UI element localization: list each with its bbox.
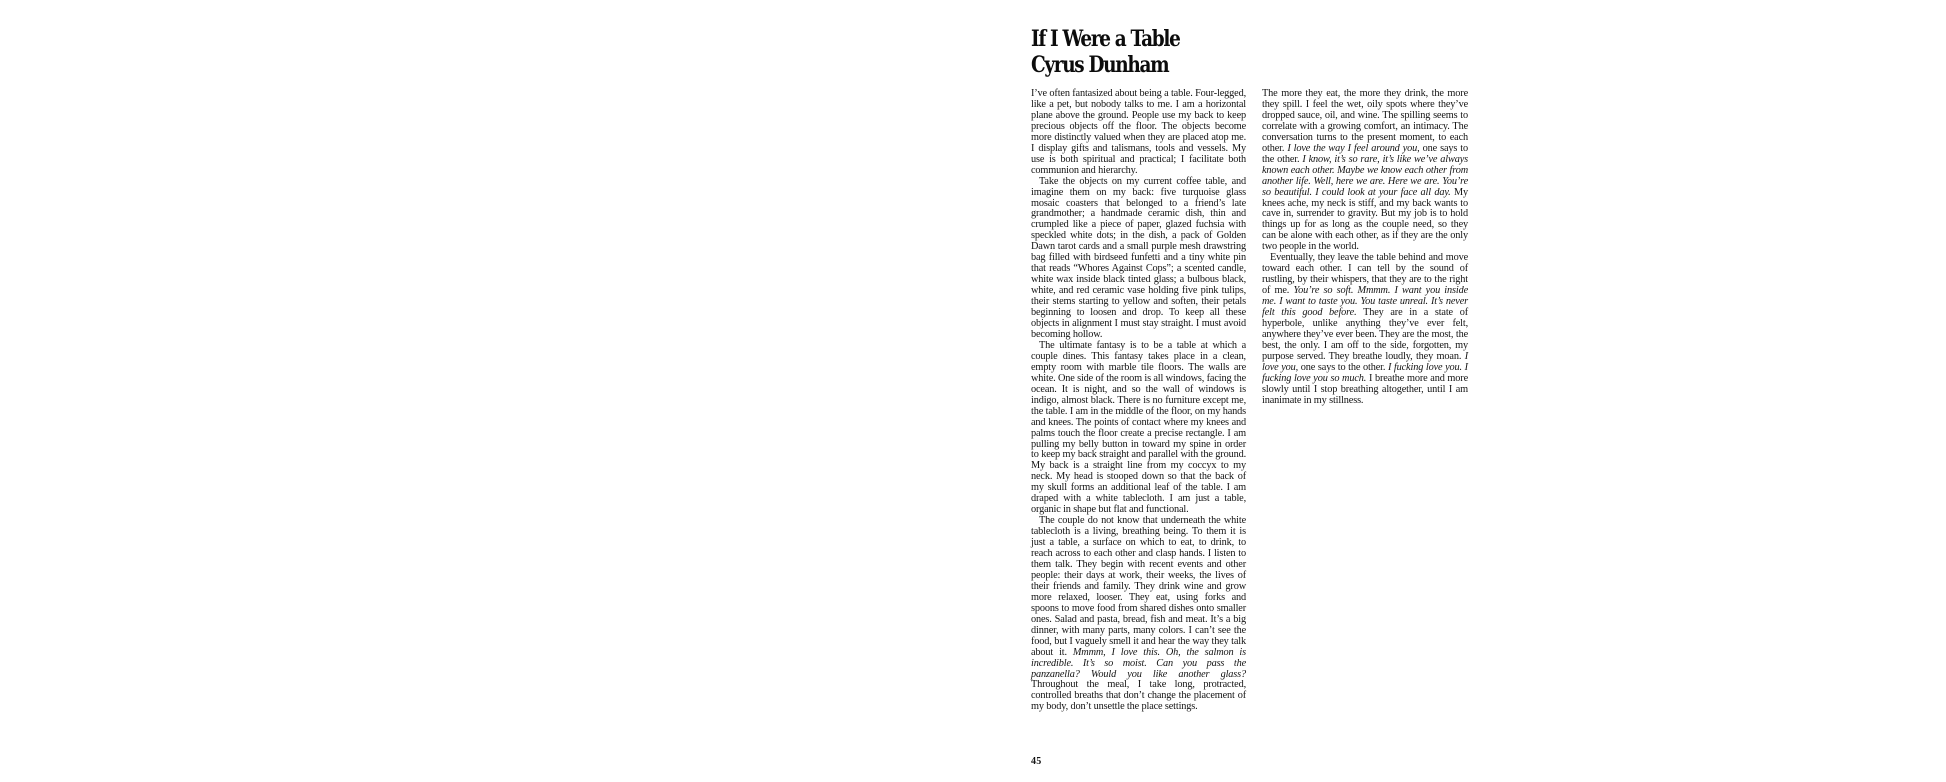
- paragraph: The ultimate fantasy is to be a table at which a couple dines. This fantasy takes place in a clean, empty room with marble tile floors. The walls are white. One side of the room is all windows, facing the ocean. It is night, and so the wall of windows is indigo, almost black. There is no furniture except me, the table. I am in the middle of the floor, on my hands and knees. The points of contact where my knees and palms touch the floor create a precise rectangle. I am pulling my belly button in toward my spine in order to keep my back straight and parallel with the ground. My back is a straight line from my coccyx to my neck. My head is stooped down so that the back of my skull forms an additional leaf of the table. I am draped with a white tablecloth. I am just a table, organic in shape but flat and functional.: [1031, 339, 1246, 516]
- paragraph: Take the objects on my current coffee table, and imagine them on my back: five turquoise glass mosaic coasters that belonged to a friend’s late grandmother; a handmade ceramic dish, thin and crumpled like a piece of paper, glazed fuchsia with speckled white dots; in the dish, a pack of Golden Dawn tarot cards and a small purple mesh drawstring bag filled with birdseed funfetti and a tiny white pin that reads “Whores Against Cops”; a scented candle, white wax inside black tinted glass; a bulbous black, white, and red ceramic vase holding five pink tulips, their stems starting to yellow and soften, their petals beginning to loosen and drop. To keep all these objects in alignment I must stay straight. I must avoid becoming hollow.: [1031, 175, 1246, 340]
- italic-dialogue: I fucking love you. I fucking love you so much.: [1262, 361, 1468, 384]
- paragraph: The more they eat, the more they drink, the more they spill. I feel the wet, oily spots where they’ve dropped sauce, oil, and wine. The spilling seems to correlate with a growing comfort, an intimacy. The conversation turns to the present moment, to each other. I love the way I feel around you, one says to the other. I know, it’s so rare, it’s like we’ve always known each other. Maybe we know each other from another life. Well, here we are. Here we are. You’re so beautiful. I could look at your face all day. My knees ache, my neck is stiff, and my back wants to cave in, surrender to gravity. But my job is to hold things up for as long as the couple need, so they can be alone with each other, as if they are the only two people in the world.: [1262, 88, 1468, 253]
- italic-dialogue: I know, it’s so rare, it’s like we’ve always known each other. Maybe we know each other from another life. Well, here we are. Here we are. You’re so beautiful. I could look at your face all day.: [1262, 153, 1468, 198]
- article-title: If I Were a Table: [1031, 26, 1180, 52]
- paragraph: Eventually, they leave the table behind and move toward each other. I can tell by the sound of rustling, by their whispers, that they are to the right of me. You’re so soft. Mmmm. I want you inside me. I want to taste you. You taste unreal. It’s never felt this good before. They are in a state of hyperbole, unlike anything they’ve ever felt, anywhere they’ve ever been. They are the most, the best, the only. I am off to the side, forgotten, my purpose served. They breathe loudly, they moan. I love you, one says to the other. I fucking love you. I fucking love you so much. I breathe more and more slowly until I stop breathing altogether, until I am inanimate in my stillness.: [1262, 252, 1469, 406]
- italic-dialogue: You’re so soft. Mmmm. I want you inside me. I want to taste you. You taste unreal. It’s never felt this good before.: [1262, 285, 1469, 319]
- text-column-left: [1031, 89, 1246, 713]
- article-title-block: [1031, 26, 1195, 78]
- italic-dialogue: I love the way I feel around you,: [1287, 142, 1420, 154]
- italic-dialogue: Mmmm, I love this. Oh, the salmon is incredible. It’s so moist. Can you pass the panzanella? Would you like another glass?: [1031, 646, 1246, 680]
- paragraph: I’ve often fantasized about being a table. Four-legged, like a pet, but nobody talks to me. I am a horizontal plane above the ground. People use my back to keep precious objects off the floor. The objects become more distinctly valued when they are placed atop me. I display gifts and talismans, tools and vessels. My use is both spiritual and practical; I facilitate both communion and hierarchy.: [1031, 88, 1246, 176]
- paragraph: The couple do not know that underneath the white tablecloth is a living, breathing being. To them it is just a table, a surface on which to eat, to drink, to reach across to each other and clasp hands. I listen to them talk. They begin with recent events and other people: their days at work, their weeks, the lives of their friends and family. They drink wine and grow more relaxed, looser. They eat, using forks and spoons to move food from shared dishes onto smaller ones. Salad and pasta, bread, fish and meat. It’s a big dinner, with many parts, many colors. I can’t see the food, but I vaguely smell it and hear the way they talk about it. Mmmm, I love this. Oh, the salmon is incredible. It’s so moist. Can you pass the panzanella? Would you like another glass? Throughout the meal, I take long, protracted, controlled breaths that don’t change the placement of my body, don’t unsettle the place settings.: [1031, 515, 1246, 713]
- article-author: Cyrus Dunham: [1031, 52, 1169, 78]
- text-column-right: [1262, 89, 1468, 407]
- italic-dialogue: I love you,: [1262, 350, 1468, 373]
- page-number: 45: [1031, 756, 1042, 767]
